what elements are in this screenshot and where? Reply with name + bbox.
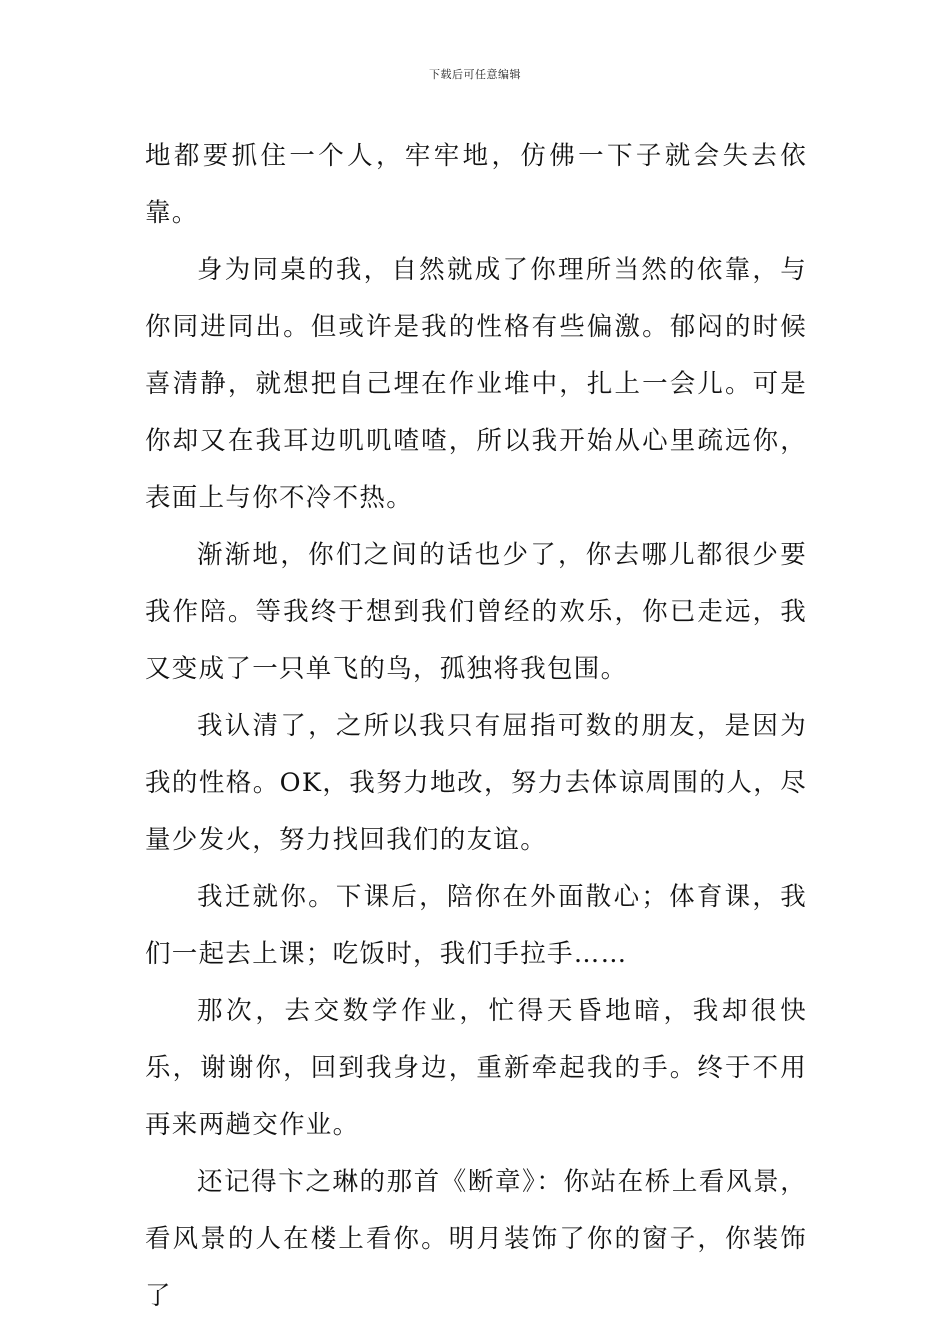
paragraph-1: 地都要抓住一个人，牢牢地，仿佛一下子就会失去依靠。 [145, 141, 807, 228]
paragraph-5: 我迁就你。下课后，陪你在外面散心；体育课，我们一起去上课；吃饭时，我们手拉手…… [145, 882, 807, 969]
paragraph-2: 身为同桌的我，自然就成了你理所当然的依靠，与你同进同出。但或许是我的性格有些偏激。郁闷的时候喜清静，就想把自己埋在作业堆中，扎上一会儿。可是你却又在我耳边叽叽喳喳，所以我开始从心里疏远你，表面上与你不冷不热。 [145, 255, 807, 513]
paragraph-7: 还记得卞之琳的那首《断章》：你站在桥上看风景，看风景的人在楼上看你。明月装饰了你的窗子，你装饰了 [145, 1167, 807, 1311]
document-body [145, 128, 807, 1325]
page-header: 下载后可任意编辑 [429, 68, 521, 81]
paragraph-3: 渐渐地，你们之间的话也少了，你去哪儿都很少要我作陪。等我终于想到我们曾经的欢乐，你已走远，我又变成了一只单飞的鸟，孤独将我包围。 [145, 540, 807, 684]
paragraph-6: 那次，去交数学作业，忙得天昏地暗，我却很快乐，谢谢你，回到我身边，重新牵起我的手。终于不用再来两趟交作业。 [145, 996, 807, 1140]
paragraph-4: 我认清了，之所以我只有屈指可数的朋友，是因为我的性格。OK，我努力地改，努力去体谅周围的人，尽量少发火，努力找回我们的友谊。 [145, 711, 807, 855]
